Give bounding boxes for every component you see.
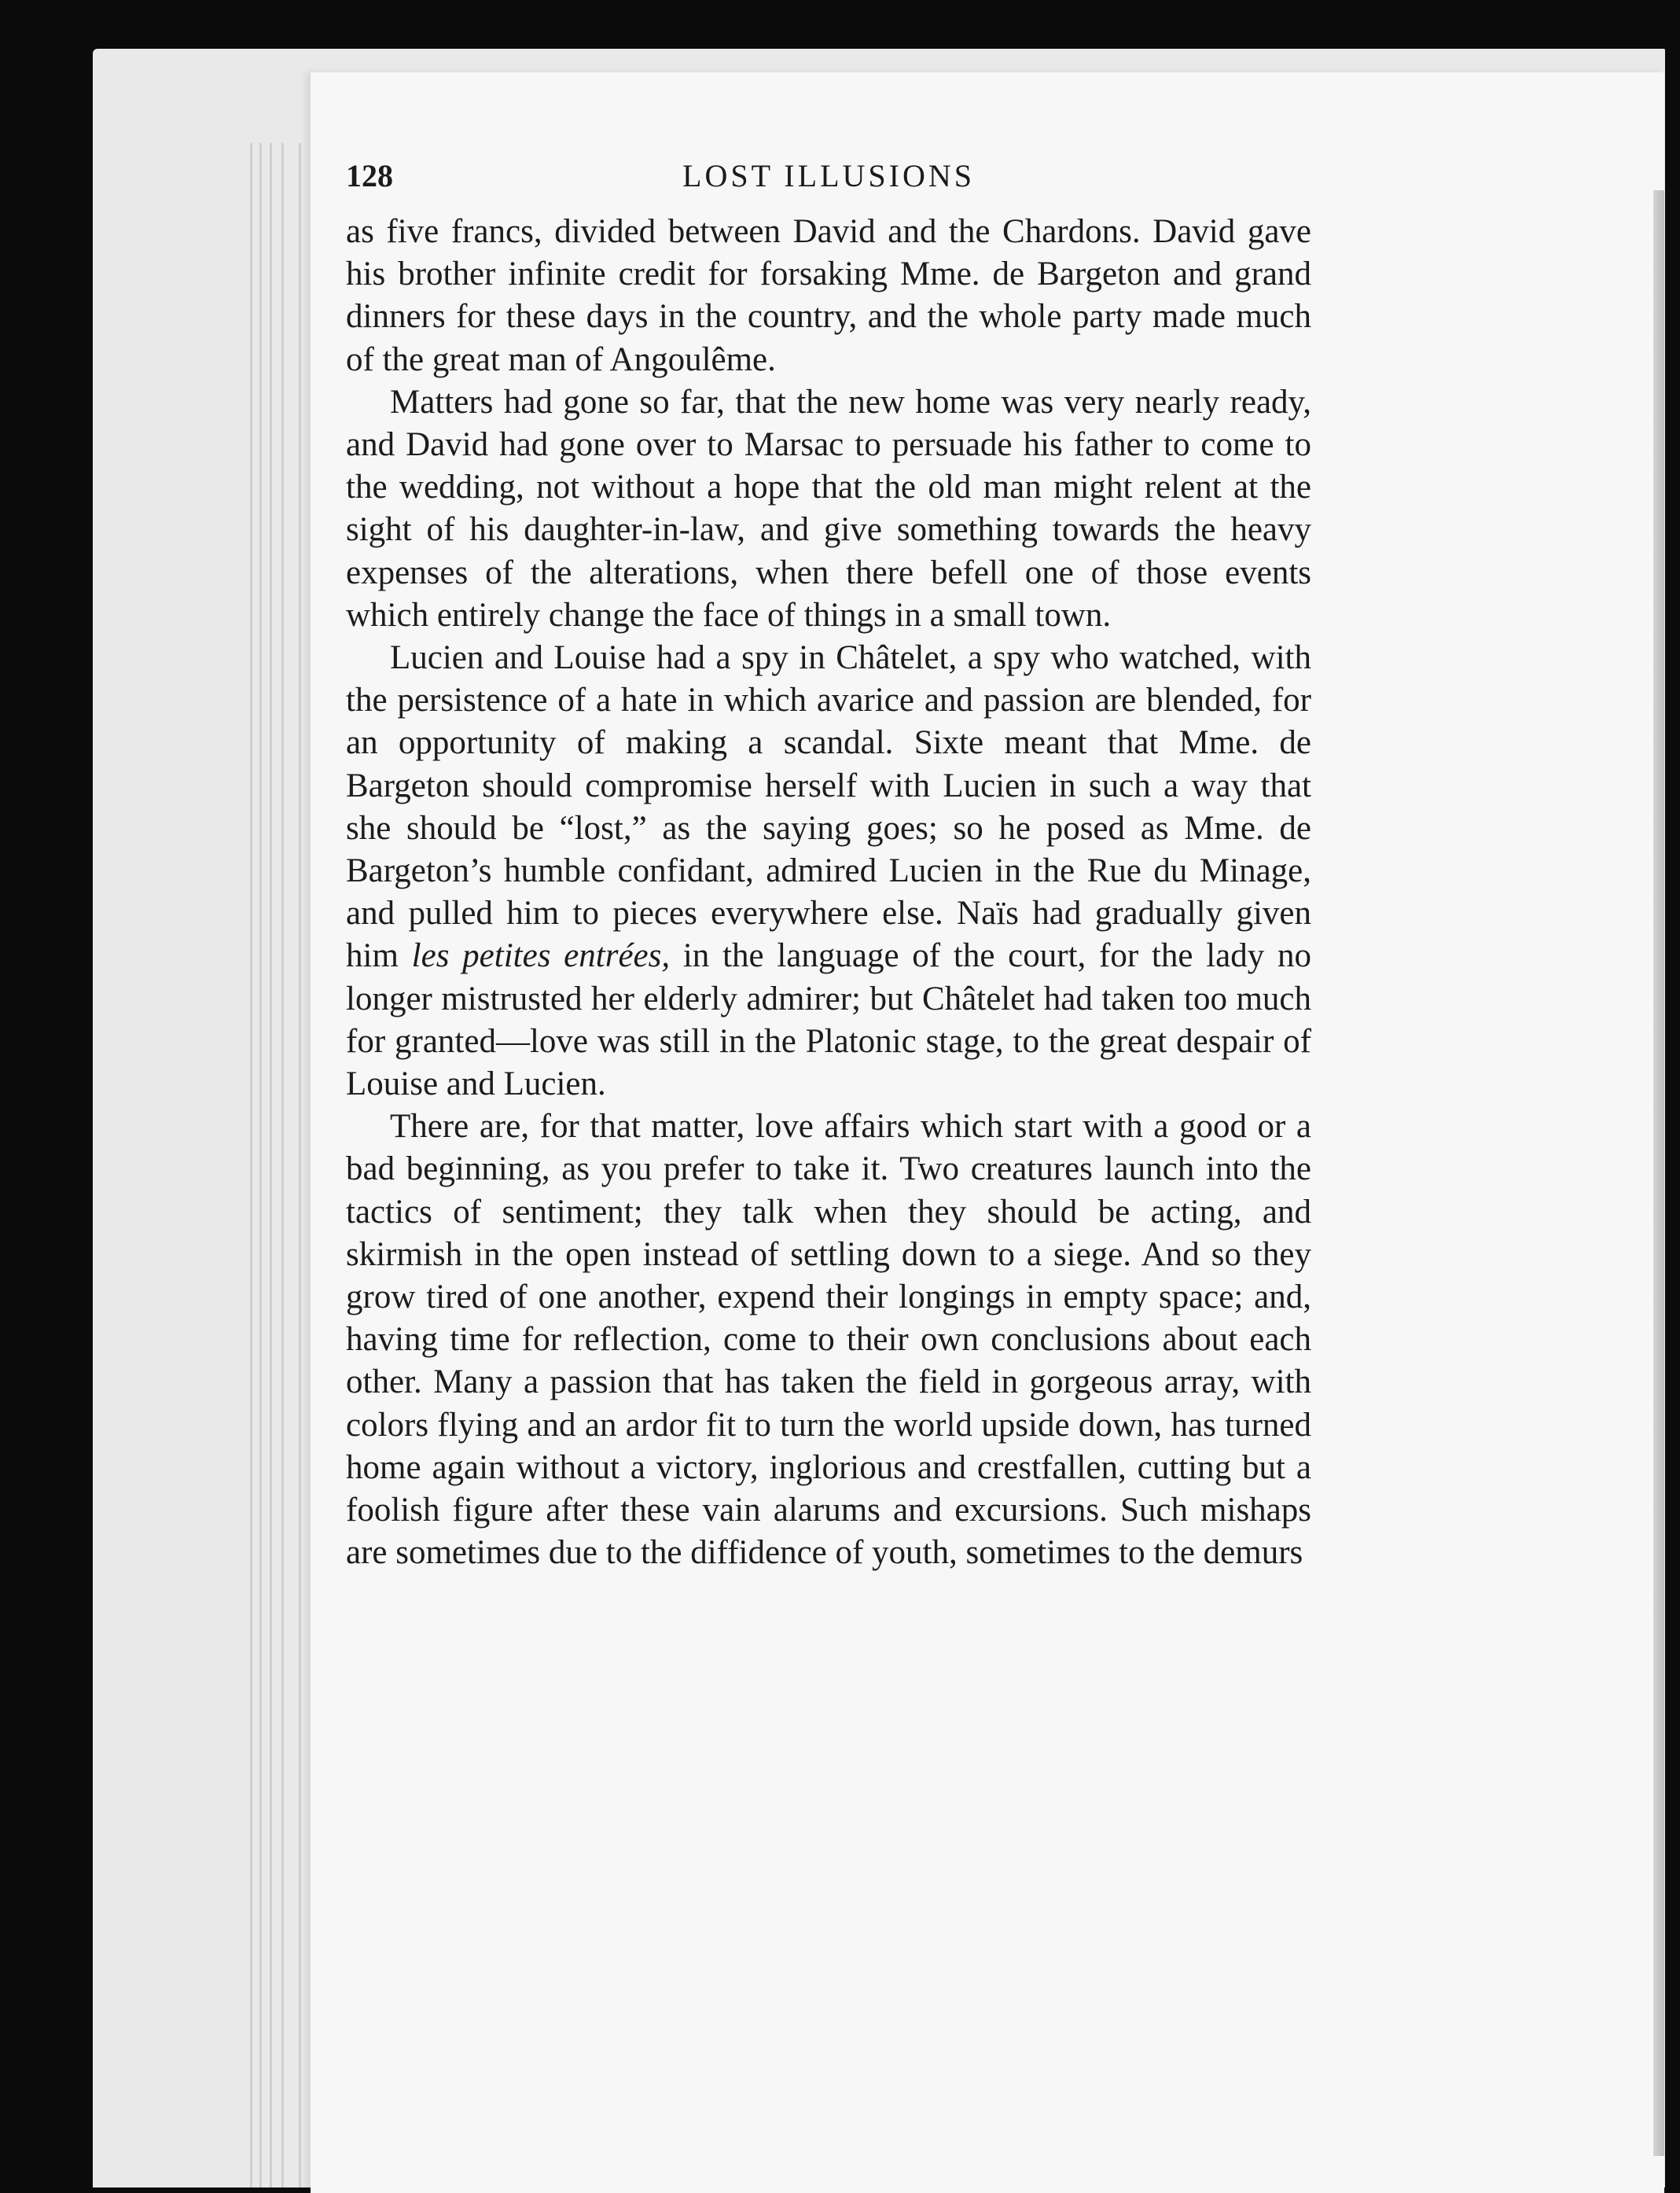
paragraph: There are, for that matter, love affairs which start with a good or a bad beginning, as you prefer to take it. Two creatures launch into the tactics of sentiment; they talk when they should be acting, and skirmish in the open instead of settling down to a siege. And so they grow tired of one another, expend their longings in empty space; and, having time for reflection, come to their own conclusions about each other. Many a passion that has taken the field in gorgeous array, with colors flying and an ardor fit to turn the world upside down, has turned home again without a victory, inglorious and crestfallen, cutting but a foolish figure after these vain alarums and excursions. Such mishaps are sometimes due to the diffidence of youth, sometimes to the demurs [346,1108,1311,1572]
paragraph: Matters had gone so far, that the new home was very nearly ready, and David had gone over to Marsac to persuade his father to come to the wedding, not without a hope that the old man might relent at the sight of his daughter-in-law, and give something towards the heavy expenses of the alterations, when there befell one of those events which entirely change the face of things in a small town. [346,383,1311,634]
paragraph: as five francs, divided between David and the Chardons. David gave his brother infinite credit for forsaking Mme. de Bargeton and grand dinners for these days in the country, and the whole party made much of the great man of Angoulême. [346,213,1311,378]
page-edge [299,143,301,2187]
page-number: 128 [346,158,393,193]
paragraph-text: Lucien and Louise had a spy in Châtelet, a spy who watched, with the persistence of a hate in which avarice and passion are blended, for an opportunity of making a scandal. Sixte meant that Mme. de Bargeton should compromise herself with Lucien in such a way that she should be “lost,” as the saying goes; so he posed as Mme. de Bargeton’s humble confidant, admired Lucien in the Rue du Minage, and pulled him to pieces everywhere else. Naïs had gradually given him [346,639,1311,975]
page-edge [259,143,262,2187]
page-edge [270,143,272,2187]
page-header [346,157,1311,204]
page-right-edge [1653,190,1664,2156]
page-edge [250,143,252,2187]
paragraph [346,637,1311,1106]
body-text [346,211,1311,1575]
paragraph-text: in the language of the court, for the lady no longer mistrusted her elderly admirer; but Châtelet had taken too much for granted—love was still in the Platonic stage, to the great despair of Louise and Lucien. [346,937,1311,1103]
running-title: LOST ILLUSIONS [682,158,975,193]
italic-phrase: les petites entrées, [411,937,671,975]
page-edge [281,143,284,2187]
